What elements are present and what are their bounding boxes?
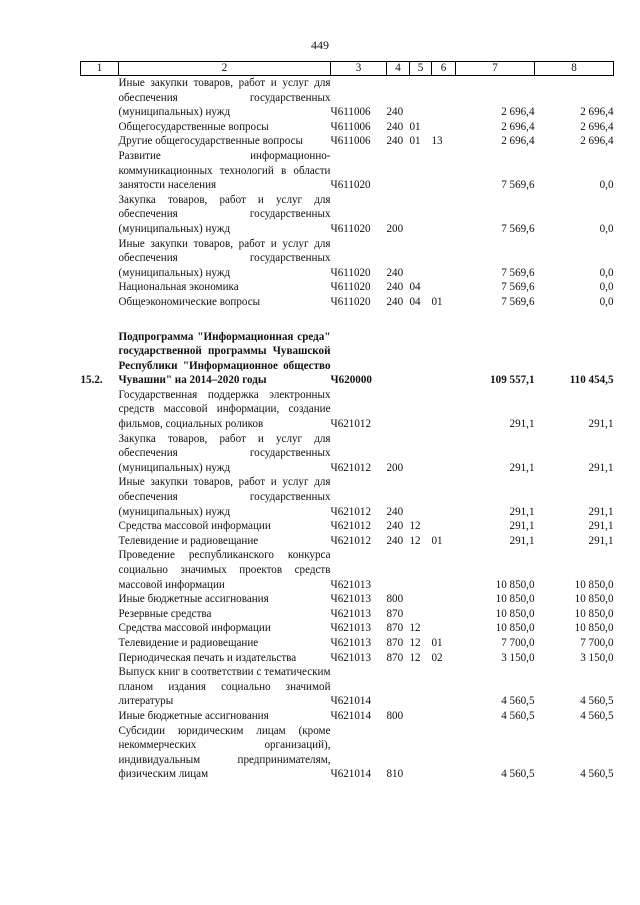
row-name — [119, 651, 331, 666]
row-number — [81, 432, 119, 476]
row-name — [119, 621, 331, 636]
row-section: 12 — [409, 534, 421, 547]
row-section — [410, 724, 432, 782]
row-subsection: 01 — [431, 534, 443, 547]
row-subsection — [432, 193, 456, 237]
row-name-text: Подпрограмма "Информационная среда" государственной программы Чувашской Республики "Информационное общество Чувашии" на 2014–2020 годы — [118, 330, 331, 387]
row-name-text: Телевидение и радиовещание — [118, 534, 259, 547]
row-subsection — [432, 76, 456, 120]
table-row — [81, 432, 614, 476]
row-name-text: Иные бюджетные ассигнования — [118, 709, 269, 722]
table-row — [81, 724, 614, 782]
row-amount-col8: 291,1 — [588, 505, 614, 518]
row-amount-col7: 10 850,0 — [495, 593, 535, 606]
row-name — [119, 607, 331, 622]
row-subsection — [432, 388, 456, 432]
row-section — [410, 193, 432, 237]
row-number — [81, 519, 119, 534]
row-amount-col7: 10 850,0 — [495, 578, 535, 591]
row-name-text: Иные бюджетные ассигнования — [118, 593, 269, 606]
page-number: 449 — [311, 38, 329, 52]
row-name-text: Иные закупки товаров, работ и услуг для обеспечения государственных (муниципальных) нужд — [118, 77, 331, 119]
row-amount-col8: 3 150,0 — [580, 651, 614, 664]
table-row — [81, 636, 614, 651]
row-code: Ч621012 — [330, 520, 371, 533]
row-amount-col7: 109 557,1 — [490, 374, 535, 387]
row-name-text: Другие общегосударственные вопросы — [118, 135, 303, 148]
row-code: Ч621013 — [330, 578, 371, 591]
row-section — [410, 709, 432, 724]
row-number — [81, 592, 119, 607]
row-section — [410, 149, 432, 193]
row-name-text: Средства массовой информации — [118, 622, 271, 635]
row-amount-col8: 2 696,4 — [580, 135, 614, 148]
header-col-3: 3 — [331, 62, 387, 76]
table-row — [81, 607, 614, 622]
row-amount-col8: 0,0 — [599, 281, 614, 294]
row-expense-type: 240 — [386, 520, 404, 533]
row-amount-col8: 0,0 — [599, 295, 614, 308]
row-section — [410, 475, 432, 519]
row-subsection — [432, 475, 456, 519]
row-name — [119, 665, 331, 709]
row-name — [119, 330, 331, 388]
row-name — [119, 76, 331, 120]
row-amount-col7: 7 569,6 — [501, 295, 535, 308]
row-code: Ч611006 — [330, 135, 371, 148]
row-amount-col8: 2 696,4 — [580, 120, 614, 133]
row-expense-type: 870 — [386, 607, 404, 620]
row-code: Ч611020 — [330, 281, 371, 294]
row-subsection — [432, 120, 456, 135]
row-expense-type: 240 — [386, 281, 404, 294]
row-expense-type — [387, 149, 410, 193]
row-amount-col7: 7 700,0 — [501, 636, 535, 649]
row-expense-type: 200 — [386, 461, 404, 474]
row-amount-col7: 4 560,5 — [501, 695, 535, 708]
table-header-row — [81, 62, 614, 76]
row-code: Ч621012 — [330, 534, 371, 547]
row-name — [119, 534, 331, 549]
row-section: 12 — [409, 520, 421, 533]
row-number: 15.2. — [80, 374, 103, 387]
row-name-text: Телевидение и радиовещание — [118, 636, 259, 649]
row-expense-type: 810 — [386, 768, 404, 781]
row-expense-type: 240 — [386, 266, 404, 279]
row-section — [410, 607, 432, 622]
table-row — [81, 665, 614, 709]
row-section — [410, 237, 432, 281]
row-subsection: 13 — [431, 135, 443, 148]
row-name-text: Общеэкономические вопросы — [118, 295, 261, 308]
row-amount-col7: 10 850,0 — [495, 622, 535, 635]
row-subsection — [432, 607, 456, 622]
row-name — [119, 724, 331, 782]
row-section — [410, 76, 432, 120]
table-row — [81, 475, 614, 519]
row-amount-col7: 2 696,4 — [501, 106, 535, 119]
row-name-text: Развитие информационно-коммуникационных технологий в области занятости населения — [118, 149, 331, 192]
row-subsection — [432, 330, 456, 388]
row-code: Ч621012 — [330, 418, 371, 431]
row-code: Ч621012 — [330, 505, 371, 518]
row-subsection — [432, 724, 456, 782]
row-name-text: Закупка товаров, работ и услуг для обеспечения государственных (муниципальных) нужд — [118, 193, 331, 235]
row-expense-type: 240 — [386, 295, 404, 308]
row-code: Ч611020 — [330, 179, 371, 192]
row-name-text: Иные закупки товаров, работ и услуг для обеспечения государственных (муниципальных) нужд — [118, 237, 331, 279]
row-expense-type: 240 — [386, 505, 404, 518]
row-code: Ч611020 — [330, 295, 371, 308]
row-name-text: Периодическая печать и издательства — [118, 651, 297, 664]
row-amount-col8: 0,0 — [599, 179, 614, 192]
row-name — [119, 388, 331, 432]
header-col-6: 6 — [432, 62, 456, 76]
row-section: 01 — [409, 135, 421, 148]
row-amount-col7: 2 696,4 — [501, 135, 535, 148]
table-row — [81, 280, 614, 295]
row-number — [81, 534, 119, 549]
row-amount-col8: 110 454,5 — [569, 374, 614, 387]
row-expense-type: 240 — [386, 106, 404, 119]
row-number — [81, 636, 119, 651]
table-row — [81, 120, 614, 135]
table-body — [81, 76, 614, 782]
row-amount-col7: 7 569,6 — [501, 179, 535, 192]
row-number — [81, 724, 119, 782]
row-number — [81, 149, 119, 193]
row-number — [81, 607, 119, 622]
table-row — [81, 330, 614, 388]
row-subsection — [432, 621, 456, 636]
row-subsection: 01 — [431, 636, 443, 649]
row-name — [119, 280, 331, 295]
row-section: 04 — [409, 295, 421, 308]
row-number — [81, 621, 119, 636]
table-row — [81, 388, 614, 432]
row-name-text: Государственная поддержка электронных средств массовой информации, создание фильмов, социальных роликов — [118, 388, 331, 431]
row-name — [119, 475, 331, 519]
row-code: Ч621014 — [330, 709, 371, 722]
row-section: 01 — [409, 120, 421, 133]
table-row — [81, 295, 614, 310]
row-section: 12 — [409, 651, 421, 664]
row-code: Ч611006 — [330, 120, 371, 133]
table-row — [81, 621, 614, 636]
row-name — [119, 548, 331, 592]
row-amount-col8: 4 560,5 — [580, 695, 614, 708]
row-expense-type: 800 — [386, 593, 404, 606]
row-code: Ч620000 — [330, 374, 372, 387]
table-row — [81, 709, 614, 724]
row-code: Ч621013 — [330, 636, 371, 649]
row-amount-col8: 0,0 — [599, 266, 614, 279]
row-name-text: Закупка товаров, работ и услуг для обеспечения государственных (муниципальных) нужд — [118, 432, 331, 474]
row-number — [81, 709, 119, 724]
row-amount-col8: 10 850,0 — [574, 578, 614, 591]
table-row — [81, 134, 614, 149]
row-section — [410, 330, 432, 388]
row-name — [119, 134, 331, 149]
budget-table — [80, 61, 614, 782]
row-subsection: 02 — [431, 651, 443, 664]
row-spacer — [81, 310, 614, 330]
row-amount-col7: 291,1 — [509, 520, 535, 533]
row-number — [81, 475, 119, 519]
row-code: Ч621013 — [330, 651, 371, 664]
row-name — [119, 592, 331, 607]
row-amount-col8: 291,1 — [588, 418, 614, 431]
row-subsection — [432, 432, 456, 476]
row-subsection — [432, 592, 456, 607]
row-amount-col7: 10 850,0 — [495, 607, 535, 620]
row-section — [410, 592, 432, 607]
row-number — [81, 237, 119, 281]
row-amount-col7: 4 560,5 — [501, 768, 535, 781]
row-amount-col8: 2 696,4 — [580, 106, 614, 119]
table-row — [81, 592, 614, 607]
row-section: 04 — [409, 281, 421, 294]
row-amount-col8: 291,1 — [588, 520, 614, 533]
row-amount-col7: 3 150,0 — [501, 651, 535, 664]
row-code: Ч621013 — [330, 607, 371, 620]
table-row — [81, 76, 614, 120]
row-amount-col8: 10 850,0 — [574, 593, 614, 606]
row-expense-type: 870 — [386, 622, 404, 635]
row-name — [119, 295, 331, 310]
row-number — [81, 388, 119, 432]
row-amount-col7: 291,1 — [509, 461, 535, 474]
row-name — [119, 193, 331, 237]
header-col-4: 4 — [387, 62, 410, 76]
row-expense-type: 240 — [386, 534, 404, 547]
row-section: 12 — [409, 636, 421, 649]
row-name — [119, 149, 331, 193]
row-subsection — [432, 709, 456, 724]
row-amount-col7: 291,1 — [509, 534, 535, 547]
row-number — [81, 280, 119, 295]
row-code: Ч611020 — [330, 222, 371, 235]
row-section — [410, 548, 432, 592]
row-subsection — [432, 519, 456, 534]
row-amount-col8: 10 850,0 — [574, 622, 614, 635]
row-expense-type: 240 — [386, 120, 404, 133]
table-row — [81, 149, 614, 193]
row-expense-type: 870 — [386, 651, 404, 664]
row-expense-type — [387, 548, 410, 592]
row-expense-type — [387, 388, 410, 432]
row-name-text: Национальная экономика — [118, 281, 239, 294]
row-name — [119, 120, 331, 135]
row-name — [119, 432, 331, 476]
row-section — [410, 388, 432, 432]
table-row — [81, 651, 614, 666]
row-expense-type — [387, 665, 410, 709]
row-code: Ч621012 — [330, 461, 371, 474]
table-row — [81, 193, 614, 237]
row-amount-col8: 291,1 — [588, 461, 614, 474]
row-amount-col7: 2 696,4 — [501, 120, 535, 133]
row-name-text: Субсидии юридическим лицам (кроме некоммерческих организаций), индивидуальным предпринимателям, физическим лицам — [118, 724, 331, 781]
row-expense-type: 800 — [386, 709, 404, 722]
row-name — [119, 709, 331, 724]
row-name — [119, 237, 331, 281]
row-subsection: 01 — [431, 295, 443, 308]
row-amount-col7: 7 569,6 — [501, 266, 535, 279]
header-col-1: 1 — [81, 62, 119, 76]
row-amount-col7: 7 569,6 — [501, 222, 535, 235]
row-section: 12 — [409, 622, 421, 635]
row-name-text: Средства массовой информации — [118, 520, 271, 533]
row-number — [81, 295, 119, 310]
row-subsection — [432, 149, 456, 193]
row-subsection — [432, 665, 456, 709]
header-col-8: 8 — [535, 62, 614, 76]
row-number — [81, 193, 119, 237]
row-section — [410, 432, 432, 476]
row-name-text: Резервные средства — [118, 607, 212, 620]
row-name-text: Выпуск книг в соответствии с тематическим планом издания социально значимой литературы — [118, 666, 331, 708]
header-col-5: 5 — [410, 62, 432, 76]
row-code: Ч621013 — [330, 593, 371, 606]
table-row — [81, 237, 614, 281]
row-subsection — [432, 237, 456, 281]
row-expense-type: 240 — [386, 135, 404, 148]
row-number — [81, 665, 119, 709]
row-amount-col8: 0,0 — [599, 222, 614, 235]
row-number — [81, 134, 119, 149]
row-amount-col7: 291,1 — [509, 505, 535, 518]
row-subsection — [432, 280, 456, 295]
row-amount-col8: 7 700,0 — [580, 636, 614, 649]
row-name — [119, 636, 331, 651]
row-number — [81, 548, 119, 592]
row-code: Ч611020 — [330, 266, 371, 279]
row-amount-col8: 291,1 — [588, 534, 614, 547]
table-row — [81, 548, 614, 592]
row-code: Ч621014 — [330, 695, 371, 708]
row-number — [81, 120, 119, 135]
row-name-text: Иные закупки товаров, работ и услуг для обеспечения государственных (муниципальных) нужд — [118, 476, 331, 518]
row-amount-col8: 10 850,0 — [574, 607, 614, 620]
row-expense-type: 200 — [386, 222, 404, 235]
row-code: Ч621014 — [330, 768, 371, 781]
table-row — [81, 519, 614, 534]
header-col-7: 7 — [456, 62, 535, 76]
row-amount-col8: 4 560,5 — [580, 709, 614, 722]
row-code: Ч611006 — [330, 106, 371, 119]
row-code: Ч621013 — [330, 622, 371, 635]
row-subsection — [432, 548, 456, 592]
row-amount-col7: 7 569,6 — [501, 281, 535, 294]
row-name-text: Проведение республиканского конкурса социально значимых проектов средств массовой информации — [118, 549, 331, 591]
row-name-text: Общегосударственные вопросы — [118, 120, 269, 133]
row-amount-col7: 4 560,5 — [501, 709, 535, 722]
header-col-2: 2 — [119, 62, 331, 76]
row-section — [410, 665, 432, 709]
row-expense-type: 870 — [386, 636, 404, 649]
row-number — [81, 76, 119, 120]
row-number — [81, 651, 119, 666]
row-expense-type — [387, 330, 410, 388]
row-amount-col7: 291,1 — [509, 418, 535, 431]
row-amount-col8: 4 560,5 — [580, 768, 614, 781]
table-row — [81, 534, 614, 549]
row-name — [119, 519, 331, 534]
